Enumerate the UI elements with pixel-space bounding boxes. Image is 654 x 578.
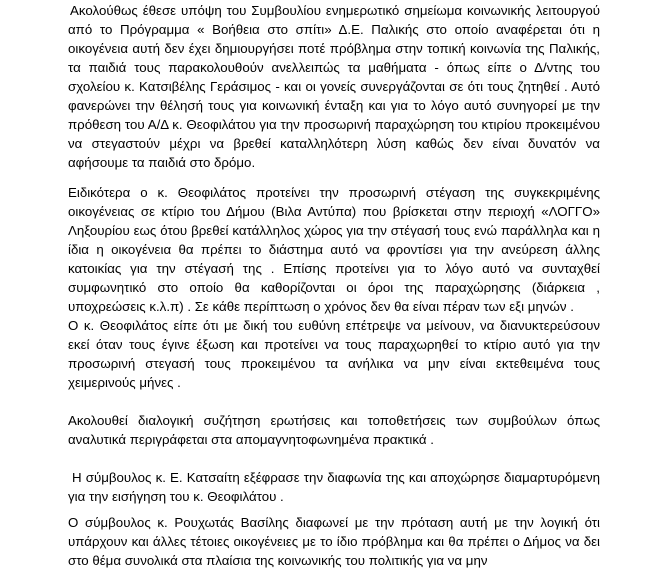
paragraph-discussion: Ακολουθεί διαλογική συζήτηση ερωτήσεις και τοποθετήσεις των συμβούλων όπως αναλυτικά περιγράφεται στα απομαγνητοφωνημένα πρακτικά . bbox=[68, 413, 600, 447]
document-page bbox=[68, 0, 600, 570]
paragraph-rouchotas-disagreement: Ο σύμβουλος κ. Ρουχωτάς Βασίλης διαφωνεί με την πρόταση αυτή με την λογική ότι υπάρχουν και άλλες τέτοιες οικογένειες με το ίδιο πρόβλημα και θα πρέπει ο Δήμος να δει στο θέμα συνολικά στα πλαίσια της κοινωνικής του πολιτικής για να μην bbox=[68, 515, 600, 568]
paragraph-katsaiti-disagreement: Η σύμβουλος κ. Ε. Κατσαίτη εξέφρασε την διαφωνία της και αποχώρησε διαμαρτυρόμενη για την εισήγηση του κ. Θεοφιλάτου . bbox=[68, 470, 600, 504]
paragraph-social-worker-report: Ακολούθως έθεσε υπόψη του Συμβουλίου ενημερωτικό σημείωμα κοινωνικής λειτουργού από το Πρόγραμμα « Βοήθεια στο σπίτι» Δ.Ε. Παλικής στο οποίο αναφέρεται ότι η οικογένεια αυτή δεν έχει δημιουργήσει ποτέ πρόβλημα στην τοπική κοινωνία της Παλικής, τα παιδιά τους παρακολουθούν ανελλειπώς τα μαθήματα - όπως είπε ο Δ/ντης του σχολείου κ. Κατσιβέλης Γεράσιμος - και οι γονείς συνεργάζονται σε ότι τους ζητηθεί . Αυτό φανερώνει την θέλησή τους για κοινωνική ένταξη και για το λόγο αυτό συνηγορεί με την πρόθεση του Α/Δ κ. Θεοφιλάτου για την προσωρινή παραχώρηση του κτιρίου προκειμένου να στεγαστούν μέχρι να βρεθεί καταλληλότερη λύση καθώς δεν είναι δυνατόν να αφήσουμε τα παιδιά στο δρόμο. bbox=[68, 3, 600, 170]
paragraph-theofilatos-statement: Ο κ. Θεοφιλάτος είπε ότι με δική του ευθύνη επέτρεψε να μείνουν, να διανυκτερεύσουν εκεί όταν τους έγινε έξωση και προτείνει να τους παραχωρηθεί το κτίριο αυτό για την προσωρινή στεγασή τους προκειμένου τα ανήλικα να μην είναι εκτεθειμένα τους χειμερινούς μήνες . bbox=[68, 318, 600, 390]
paragraph-housing-proposal: Ειδικότερα ο κ. Θεοφιλάτος προτείνει την προσωρινή στέγαση της συγκεκριμένης οικογένειας σε κτίριο του Δήμου (Βιλα Αντύπα) που βρίσκεται στην περιοχή «ΛΟΓΓΟ» Ληξουρίου εως ότου βρεθεί κατάλληλος χώρος για την στέγασή τους ενώ παράλληλα και η ίδια η οικογένεια θα πρέπει το διάστημα αυτό να φροντίσει για την ανεύρεση άλλης κατοικίας για την στέγασή της . Επίσης προτείνει για το λόγο αυτό να συνταχθεί συμφωνητικό στο οποίο θα καθορίζονται οι όροι της παραχώρησης (διάρκεια , υποχρεώσεις κ.λ.π) . Σε κάθε περίπτωση ο χρόνος δεν θα είναι πέραν των εξι μηνών . bbox=[68, 185, 600, 314]
